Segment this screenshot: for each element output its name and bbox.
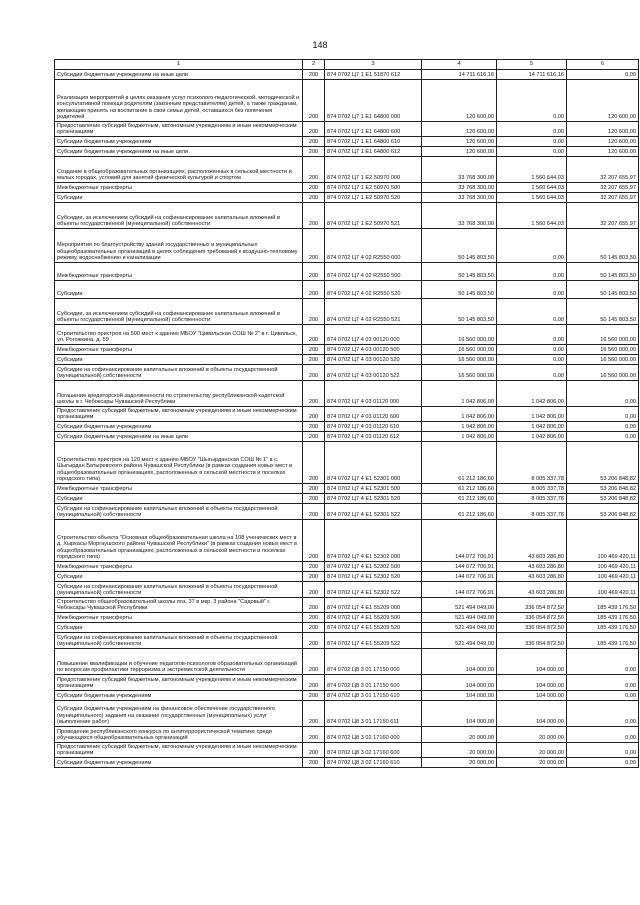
row-name: Субсидии на софинансирование капитальных вложений в объекты государственной (муниципальной) собственности — [55, 504, 303, 520]
row-amount-executed: 0,00 — [497, 263, 567, 281]
table-row — [55, 381, 639, 407]
row-amount-remaining: 185 439 176,50 — [567, 623, 639, 633]
row-amount-executed: 1 042 806,00 — [497, 407, 567, 422]
row-vr: 200 — [303, 229, 325, 263]
row-amount-approved: 120 600,00 — [422, 122, 497, 137]
table-row — [55, 494, 639, 504]
row-code: 874 0702 Ц7 4 Е1 52301 520 — [325, 494, 422, 504]
table-row — [55, 422, 639, 432]
row-amount-remaining: 100 469 420,11 — [567, 582, 639, 598]
row-amount-approved: 521 494 049,00 — [422, 613, 497, 623]
header-col-3: 3 — [325, 60, 422, 70]
row-code: 874 0702 Ц7 1 Е1 64800 600 — [325, 122, 422, 137]
table-row — [55, 183, 639, 193]
row-amount-approved: 61 212 186,60 — [422, 504, 497, 520]
row-code: 874 0702 Ц7 4 03 01120 612 — [325, 432, 422, 442]
row-amount-remaining: 0,00 — [567, 432, 639, 442]
row-amount-executed: 336 054 872,50 — [497, 613, 567, 623]
table-row — [55, 484, 639, 494]
row-amount-remaining: 0,00 — [567, 701, 639, 727]
row-amount-executed: 1 042 806,00 — [497, 422, 567, 432]
row-name: Межбюджетные трансферты — [55, 562, 303, 572]
row-vr: 200 — [303, 157, 325, 183]
row-name: Межбюджетные трансферты — [55, 345, 303, 355]
row-amount-approved: 1 042 806,00 — [422, 381, 497, 407]
row-name: Субсидии — [55, 494, 303, 504]
row-name: Межбюджетные трансферты — [55, 613, 303, 623]
row-amount-executed: 336 054 872,50 — [497, 623, 567, 633]
table-row — [55, 562, 639, 572]
row-amount-executed: 43 603 286,80 — [497, 562, 567, 572]
row-code: 874 0702 Ц7 4 Е1 52302 000 — [325, 520, 422, 562]
table-row — [55, 582, 639, 598]
row-code: 874 0702 Ц7 4 Е1 52302 500 — [325, 562, 422, 572]
row-amount-remaining: 120 600,00 — [567, 147, 639, 157]
row-amount-approved: 50 145 803,50 — [422, 229, 497, 263]
row-name: Субсидии — [55, 355, 303, 365]
row-name: Субсидии — [55, 623, 303, 633]
table-row — [55, 758, 639, 768]
row-vr: 200 — [303, 727, 325, 743]
row-vr: 200 — [303, 623, 325, 633]
row-code: 874 0702 Ц7 4 03 00120 520 — [325, 355, 422, 365]
row-code: 874 0702 Ц7 4 03 00120 000 — [325, 325, 422, 345]
row-amount-remaining: 120 600,00 — [567, 122, 639, 137]
row-amount-remaining: 185 439 176,50 — [567, 633, 639, 649]
row-vr: 200 — [303, 355, 325, 365]
row-vr: 200 — [303, 442, 325, 484]
row-amount-executed: 1 560 644,03 — [497, 183, 567, 193]
row-code: 874 0702 Ц7 4 03 01120 600 — [325, 407, 422, 422]
row-amount-remaining: 0,00 — [567, 649, 639, 675]
row-code: 874 0702 Ц8 3 01 17150 000 — [325, 649, 422, 675]
row-vr: 200 — [303, 345, 325, 355]
row-amount-executed: 1 560 644,03 — [497, 203, 567, 229]
row-amount-approved: 61 212 186,60 — [422, 442, 497, 484]
row-amount-remaining: 16 560 000,00 — [567, 365, 639, 381]
row-amount-remaining: 32 207 655,97 — [567, 193, 639, 203]
row-amount-remaining: 50 145 803,50 — [567, 299, 639, 325]
row-name: Межбюджетные трансферты — [55, 484, 303, 494]
row-code: 874 0702 Ц7 1 Е1 64800 000 — [325, 80, 422, 122]
table-row — [55, 365, 639, 381]
row-name: Создание в общеобразовательных организациях, расположенных в сельской местности и малых городах, условий для занятий физической культурой и спортом — [55, 157, 303, 183]
row-amount-remaining: 100 469 420,11 — [567, 572, 639, 582]
row-amount-executed: 104 000,00 — [497, 675, 567, 691]
row-name: Погашение кредиторской задолженности по строительству республиканской кадетской школы в г. Чебоксары Чувашской Республики — [55, 381, 303, 407]
row-amount-approved: 20 000,00 — [422, 758, 497, 768]
row-vr: 200 — [303, 183, 325, 193]
row-name: Межбюджетные трансферты — [55, 183, 303, 193]
row-name: Проведение республиканского конкурса по антитеррористической тематике среди обучающихся общеобразовательных организаций — [55, 727, 303, 743]
row-code: 874 0702 Ц7 1 Е2 50970 000 — [325, 157, 422, 183]
row-code: 874 0702 Ц7 4 Е1 52302 522 — [325, 582, 422, 598]
row-name: Субсидии бюджетным учреждениям — [55, 137, 303, 147]
row-amount-remaining: 0,00 — [567, 407, 639, 422]
row-code: 874 0702 Ц7 4 Е1 52301 500 — [325, 484, 422, 494]
row-code: 874 0702 Ц7 4 02 R2550 000 — [325, 229, 422, 263]
row-amount-remaining: 16 560 000,00 — [567, 325, 639, 345]
row-amount-executed: 0,00 — [497, 122, 567, 137]
row-code: 874 0702 Ц7 4 Е1 55209 000 — [325, 598, 422, 613]
row-name: Повышение квалификации и обучение педагогов-психологов образовательных организаций по вопросам профилактики терроризма и экстремистской деятельности — [55, 649, 303, 675]
row-vr: 200 — [303, 504, 325, 520]
table-row — [55, 701, 639, 727]
table-row — [55, 203, 639, 229]
header-col-6: 6 — [567, 60, 639, 70]
row-amount-executed: 336 054 872,50 — [497, 633, 567, 649]
table-row — [55, 598, 639, 613]
row-amount-approved: 120 600,00 — [422, 137, 497, 147]
row-amount-remaining: 120 600,00 — [567, 80, 639, 122]
row-amount-remaining: 100 469 420,11 — [567, 562, 639, 572]
row-amount-approved: 144 072 706,91 — [422, 520, 497, 562]
row-vr: 200 — [303, 432, 325, 442]
row-amount-executed: 104 000,00 — [497, 649, 567, 675]
table-row — [55, 407, 639, 422]
row-name: Мероприятия по благоустройству зданий государственных и муниципальных общеобразовательных организаций в целях соблюдения требований к воздушно-тепловому режиму, водоснабжению и канализации — [55, 229, 303, 263]
row-amount-approved: 16 560 000,00 — [422, 365, 497, 381]
row-amount-approved: 1 042 806,00 — [422, 407, 497, 422]
row-vr: 200 — [303, 137, 325, 147]
header-col-2: 2 — [303, 60, 325, 70]
table-row — [55, 325, 639, 345]
row-vr: 200 — [303, 381, 325, 407]
table-row — [55, 675, 639, 691]
table-row — [55, 355, 639, 365]
row-amount-approved: 120 600,00 — [422, 147, 497, 157]
row-name: Предоставление субсидий бюджетным, автономным учреждениям и иным некоммерческим организациям — [55, 122, 303, 137]
table-row — [55, 442, 639, 484]
row-name: Предоставление субсидий бюджетным, автономным учреждениям и иным некоммерческим организациям — [55, 743, 303, 758]
row-code: 874 0702 Ц7 4 03 00120 522 — [325, 365, 422, 381]
table-row — [55, 80, 639, 122]
row-vr: 200 — [303, 691, 325, 701]
row-vr: 200 — [303, 70, 325, 80]
row-amount-executed: 20 000,00 — [497, 727, 567, 743]
row-amount-executed: 336 054 872,50 — [497, 598, 567, 613]
row-vr: 200 — [303, 562, 325, 572]
row-amount-approved: 521 494 049,00 — [422, 598, 497, 613]
row-code: 874 0702 Ц7 1 Е2 50970 500 — [325, 183, 422, 193]
row-code: 874 0702 Ц7 4 Е1 52301 522 — [325, 504, 422, 520]
table-row — [55, 633, 639, 649]
page-number: 148 — [312, 40, 328, 50]
row-amount-approved: 33 768 300,00 — [422, 183, 497, 193]
table-row — [55, 147, 639, 157]
row-amount-approved: 50 145 803,50 — [422, 281, 497, 299]
row-name: Субсидии бюджетным учреждениям на иные цели — [55, 147, 303, 157]
row-code: 874 0702 Ц7 1 Е1 64800 612 — [325, 147, 422, 157]
row-amount-remaining: 16 560 000,00 — [567, 345, 639, 355]
table-row — [55, 520, 639, 562]
row-amount-approved: 120 600,00 — [422, 80, 497, 122]
row-amount-remaining: 0,00 — [567, 691, 639, 701]
row-vr: 200 — [303, 325, 325, 345]
row-code: 874 0702 Ц7 4 03 01120 000 — [325, 381, 422, 407]
row-code: 874 0702 Ц8 3 02 17160 600 — [325, 743, 422, 758]
row-amount-remaining: 53 206 848,82 — [567, 442, 639, 484]
row-name: Субсидии бюджетным учреждениям на иные цели — [55, 432, 303, 442]
row-code: 874 0702 Ц8 3 01 17150 600 — [325, 675, 422, 691]
row-amount-executed: 43 603 286,80 — [497, 520, 567, 562]
row-vr: 200 — [303, 649, 325, 675]
row-name: Строительство объекта "Основная общеобразовательная школа на 108 ученических мест в д. Хыркасы Моргаушского района Чувашской Республики" (в рамках создания новых мест в общеобразовательных организациях, расположенных в сельской местности и поселках городского типа) — [55, 520, 303, 562]
table-row — [55, 572, 639, 582]
row-amount-executed: 0,00 — [497, 137, 567, 147]
table-row — [55, 432, 639, 442]
row-vr: 200 — [303, 633, 325, 649]
row-vr: 200 — [303, 203, 325, 229]
table-row — [55, 122, 639, 137]
row-amount-approved: 16 560 000,00 — [422, 345, 497, 355]
row-amount-approved: 104 000,00 — [422, 691, 497, 701]
row-amount-approved: 50 145 803,50 — [422, 263, 497, 281]
table-row — [55, 727, 639, 743]
row-amount-executed: 43 603 286,80 — [497, 572, 567, 582]
table-row — [55, 743, 639, 758]
row-vr: 200 — [303, 572, 325, 582]
row-code: 874 0702 Ц8 3 02 17160 610 — [325, 758, 422, 768]
row-amount-remaining: 0,00 — [567, 758, 639, 768]
table-row — [55, 70, 639, 80]
row-code: 874 0702 Ц7 4 Е1 55209 520 — [325, 623, 422, 633]
row-amount-approved: 33 768 300,00 — [422, 193, 497, 203]
row-amount-executed: 1 560 644,03 — [497, 193, 567, 203]
row-vr: 200 — [303, 299, 325, 325]
row-amount-remaining: 0,00 — [567, 727, 639, 743]
row-amount-executed: 0,00 — [497, 325, 567, 345]
row-amount-remaining: 0,00 — [567, 381, 639, 407]
table-row — [55, 157, 639, 183]
table-row — [55, 613, 639, 623]
row-amount-executed: 14 711 616,16 — [497, 70, 567, 80]
row-amount-remaining: 32 207 655,97 — [567, 203, 639, 229]
row-amount-approved: 521 494 049,00 — [422, 623, 497, 633]
row-name: Субсидии — [55, 193, 303, 203]
row-amount-executed: 43 603 286,80 — [497, 582, 567, 598]
row-amount-executed: 0,00 — [497, 355, 567, 365]
header-col-5: 5 — [497, 60, 567, 70]
row-amount-executed: 0,00 — [497, 80, 567, 122]
row-name: Субсидии, за исключением субсидий на софинансирование капитальных вложений в объекты государственной (муниципальной) собственности — [55, 299, 303, 325]
row-amount-approved: 61 212 186,60 — [422, 494, 497, 504]
row-amount-remaining: 53 206 848,82 — [567, 494, 639, 504]
row-vr: 200 — [303, 407, 325, 422]
header-col-1: 1 — [55, 60, 303, 70]
row-vr: 200 — [303, 494, 325, 504]
row-code: 874 0702 Ц7 4 03 01120 610 — [325, 422, 422, 432]
row-name: Субсидии — [55, 572, 303, 582]
row-vr: 200 — [303, 193, 325, 203]
row-amount-executed: 0,00 — [497, 229, 567, 263]
row-amount-approved: 33 768 300,00 — [422, 157, 497, 183]
row-amount-approved: 1 042 806,00 — [422, 422, 497, 432]
row-amount-approved: 144 072 706,91 — [422, 572, 497, 582]
row-name: Строительство общеобразовательной школы поз. 37 в мкр. 3 района "Садовый" г. Чебоксары Чувашской Республики — [55, 598, 303, 613]
row-vr: 200 — [303, 281, 325, 299]
row-amount-executed: 20 000,00 — [497, 743, 567, 758]
row-amount-executed: 8 005 337,78 — [497, 494, 567, 504]
row-vr: 200 — [303, 613, 325, 623]
row-amount-remaining: 50 145 803,50 — [567, 229, 639, 263]
table-row — [55, 299, 639, 325]
row-name: Субсидии на софинансирование капитальных вложений в объекты государственной (муниципальной) собственности — [55, 582, 303, 598]
row-amount-remaining: 16 560 000,00 — [567, 355, 639, 365]
row-amount-remaining: 0,00 — [567, 675, 639, 691]
row-amount-executed: 0,00 — [497, 299, 567, 325]
row-name: Субсидии бюджетным учреждениям — [55, 422, 303, 432]
row-vr: 200 — [303, 263, 325, 281]
row-name: Субсидии бюджетным учреждениям на иные цели — [55, 70, 303, 80]
row-amount-remaining: 120 600,00 — [567, 137, 639, 147]
row-code: 874 0702 Ц7 4 02 R2550 520 — [325, 281, 422, 299]
row-amount-approved: 16 560 000,00 — [422, 355, 497, 365]
row-vr: 200 — [303, 675, 325, 691]
row-name: Субсидии бюджетным учреждениям — [55, 691, 303, 701]
row-vr: 200 — [303, 122, 325, 137]
row-name: Предоставление субсидий бюджетным, автономным учреждениям и иным некоммерческим организациям — [55, 407, 303, 422]
row-name: Межбюджетные трансферты — [55, 263, 303, 281]
row-code: 874 0702 Ц8 3 01 17150 611 — [325, 701, 422, 727]
row-amount-remaining: 100 469 420,11 — [567, 520, 639, 562]
row-amount-approved: 33 768 300,00 — [422, 203, 497, 229]
row-amount-approved: 1 042 806,00 — [422, 432, 497, 442]
row-code: 874 0702 Ц8 3 01 17150 610 — [325, 691, 422, 701]
row-amount-executed: 0,00 — [497, 345, 567, 355]
row-amount-executed: 0,00 — [497, 147, 567, 157]
row-amount-executed: 1 042 806,00 — [497, 381, 567, 407]
row-name: Субсидии бюджетным учреждениям на финансовое обеспечение государственного (муниципального) задания на оказание государственных (муниципальных) услуг (выполнение работ) — [55, 701, 303, 727]
row-code: 874 0702 Ц7 4 03 00120 500 — [325, 345, 422, 355]
row-code: 874 0702 Ц8 3 02 17160 000 — [325, 727, 422, 743]
row-code: 874 0702 Ц7 1 Е2 50970 520 — [325, 193, 422, 203]
row-amount-approved: 50 145 803,50 — [422, 299, 497, 325]
row-vr: 200 — [303, 422, 325, 432]
row-vr: 200 — [303, 582, 325, 598]
row-code: 874 0702 Ц7 1 Е1 64800 610 — [325, 137, 422, 147]
table-row — [55, 504, 639, 520]
row-name: Субсидии — [55, 281, 303, 299]
row-vr: 200 — [303, 365, 325, 381]
header-col-4: 4 — [422, 60, 497, 70]
table-row — [55, 263, 639, 281]
row-name: Субсидии, за исключением субсидий на софинансирование капитальных вложений в объекты государственной (муниципальной) собственности — [55, 203, 303, 229]
row-code: 874 0702 Ц7 4 Е1 52301 000 — [325, 442, 422, 484]
row-amount-remaining: 53 206 848,82 — [567, 504, 639, 520]
row-amount-remaining: 185 439 176,50 — [567, 598, 639, 613]
row-code: 874 0702 Ц7 4 Е1 55209 522 — [325, 633, 422, 649]
row-amount-remaining: 50 145 803,50 — [567, 281, 639, 299]
row-amount-executed: 104 000,00 — [497, 691, 567, 701]
table-row — [55, 623, 639, 633]
row-vr: 200 — [303, 743, 325, 758]
row-vr: 200 — [303, 701, 325, 727]
row-amount-approved: 104 000,00 — [422, 701, 497, 727]
budget-table — [54, 59, 639, 768]
row-amount-remaining: 32 207 655,97 — [567, 157, 639, 183]
row-name: Субсидии бюджетным учреждениям — [55, 758, 303, 768]
table-row — [55, 345, 639, 355]
table-row — [55, 193, 639, 203]
row-name: Субсидии на софинансирование капитальных вложений в объекты государственной (муниципальной) собственности — [55, 365, 303, 381]
row-amount-approved: 104 000,00 — [422, 649, 497, 675]
row-amount-approved: 20 000,00 — [422, 743, 497, 758]
row-amount-approved: 104 000,00 — [422, 675, 497, 691]
row-amount-executed: 0,00 — [497, 281, 567, 299]
row-vr: 200 — [303, 484, 325, 494]
row-amount-approved: 14 711 616,16 — [422, 70, 497, 80]
row-amount-remaining: 53 206 848,82 — [567, 484, 639, 494]
row-amount-remaining: 0,00 — [567, 422, 639, 432]
row-amount-executed: 8 005 337,78 — [497, 442, 567, 484]
row-name: Предоставление субсидий бюджетным, автономным учреждениям и иным некоммерческим организациям — [55, 675, 303, 691]
row-code: 874 0702 Ц7 1 Е1 51870 612 — [325, 70, 422, 80]
table-header-row — [55, 60, 639, 70]
row-vr: 200 — [303, 147, 325, 157]
row-code: 874 0702 Ц7 4 Е1 52302 520 — [325, 572, 422, 582]
row-amount-executed: 104 000,00 — [497, 701, 567, 727]
row-name: Строительство пристроя на 120 мест к зданию МБОУ "Шыгырданская СОШ № 1" в с. Шыгырдан Батыревского района Чувашской Республики (в рамках создания новых мест в общеобразовательных организациях, расположенных в сельской местности и поселках городского типа) — [55, 442, 303, 484]
row-amount-approved: 20 000,00 — [422, 727, 497, 743]
table-row — [55, 281, 639, 299]
row-amount-remaining: 50 145 803,50 — [567, 263, 639, 281]
row-amount-executed: 1 560 644,03 — [497, 157, 567, 183]
row-code: 874 0702 Ц7 4 02 R2550 521 — [325, 299, 422, 325]
row-amount-executed: 8 005 337,78 — [497, 484, 567, 494]
row-vr: 200 — [303, 598, 325, 613]
row-name: Строительство пристроя на 500 мест к зданию МБОУ "Цивильская СОШ № 2" в г. Цивильск, ул. Рогожкина, д. 59 — [55, 325, 303, 345]
row-amount-executed: 1 042 806,00 — [497, 432, 567, 442]
table-row — [55, 229, 639, 263]
row-amount-approved: 61 212 186,60 — [422, 484, 497, 494]
row-vr: 200 — [303, 758, 325, 768]
row-code: 874 0702 Ц7 4 02 R2550 500 — [325, 263, 422, 281]
row-amount-executed: 20 000,00 — [497, 758, 567, 768]
row-amount-executed: 8 005 337,78 — [497, 504, 567, 520]
row-name: Реализация мероприятий в целях оказания услуг психолого-педагогической, методической и консультативной помощи родителям (законным представителям) детей, а также гражданам, желающим принять на воспитание в свои семьи детей, оставшихся без попечения родителей — [55, 80, 303, 122]
row-amount-remaining: 0,00 — [567, 70, 639, 80]
row-vr: 200 — [303, 520, 325, 562]
row-amount-remaining: 0,00 — [567, 743, 639, 758]
row-vr: 200 — [303, 80, 325, 122]
row-amount-remaining: 185 439 176,50 — [567, 613, 639, 623]
row-name: Субсидии на софинансирование капитальных вложений в объекты государственной (муниципальной) собственности — [55, 633, 303, 649]
row-amount-remaining: 32 207 655,97 — [567, 183, 639, 193]
row-code: 874 0702 Ц7 4 Е1 55209 500 — [325, 613, 422, 623]
row-code: 874 0702 Ц7 1 Е2 50970 521 — [325, 203, 422, 229]
row-amount-approved: 144 072 706,91 — [422, 562, 497, 572]
row-amount-approved: 144 072 706,91 — [422, 582, 497, 598]
table-row — [55, 649, 639, 675]
row-amount-executed: 0,00 — [497, 365, 567, 381]
row-amount-approved: 16 560 000,00 — [422, 325, 497, 345]
row-amount-approved: 521 494 049,00 — [422, 633, 497, 649]
table-row — [55, 137, 639, 147]
table-row — [55, 691, 639, 701]
